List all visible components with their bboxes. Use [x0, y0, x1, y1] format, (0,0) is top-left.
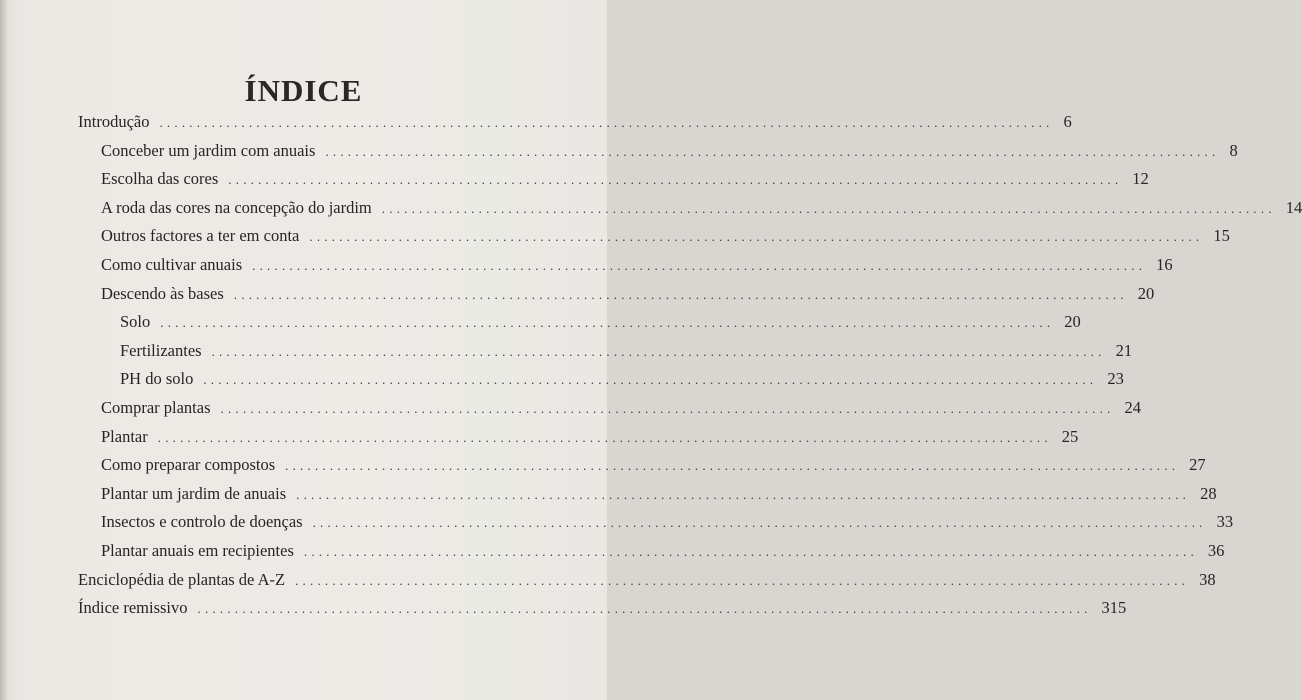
toc-entry-page-number: 315: [1101, 598, 1127, 618]
dot-leader: ........................................................................................................................: [220, 400, 1115, 416]
toc-entry: [78, 312, 1081, 341]
dot-leader: ........................................................................................................................: [228, 172, 1123, 188]
toc-entry-title: Enciclopédia de plantas de A-Z: [78, 569, 286, 589]
toc-entry: [78, 283, 1155, 313]
dot-leader: ........................................................................................................................: [233, 286, 1128, 302]
toc-entry-page-number: 6: [1063, 112, 1072, 131]
toc-entry-page-number: 16: [1156, 254, 1173, 274]
page-title: ÍNDICE: [244, 72, 363, 108]
toc-entry: [78, 340, 1133, 370]
dot-leader: ........................................................................................................................: [197, 601, 1092, 617]
dot-leader: ........................................................................................................................: [296, 486, 1191, 502]
toc-entry: [78, 483, 1217, 513]
toc-entry-title: Escolha das cores: [101, 169, 219, 189]
toc-entry-page-number: 8: [1229, 140, 1238, 160]
dot-leader: ........................................................................................................................: [211, 343, 1106, 359]
toc-entry: [78, 226, 1230, 255]
toc-entry-page-number: 24: [1124, 397, 1142, 417]
toc-entry: [78, 112, 1072, 141]
toc-entry-title: Comprar plantas: [101, 397, 211, 417]
toc-entry-title: Como cultivar anuais: [101, 254, 243, 274]
dot-leader: ........................................................................................................................: [309, 229, 1204, 245]
toc-entry: [78, 197, 1302, 227]
toc-entry-title: A roda das cores na concepção do jardim: [101, 197, 372, 217]
toc-entry-page-number: 23: [1107, 369, 1124, 389]
dot-leader: ........................................................................................................................: [203, 372, 1098, 388]
toc-entry-page-number: 27: [1189, 455, 1206, 475]
toc-entry-title: Insectos e controlo de doenças: [101, 512, 303, 532]
toc-entry-page-number: 20: [1064, 312, 1081, 332]
toc-entry: [78, 397, 1142, 427]
toc-entry-title: Solo: [120, 312, 151, 332]
dot-leader: ........................................................................................................................: [160, 315, 1055, 331]
toc-entry-page-number: 25: [1061, 426, 1079, 446]
toc-entry-page-number: 38: [1199, 569, 1216, 589]
dot-leader: ........................................................................................................................: [295, 572, 1190, 588]
dot-leader: ........................................................................................................................: [325, 143, 1220, 159]
toc-entry: [78, 426, 1079, 456]
toc-entry: [78, 598, 1127, 627]
toc-entry-page-number: 14: [1285, 197, 1302, 217]
toc-entry-page-number: 20: [1137, 283, 1155, 303]
toc-entry: [78, 540, 1225, 570]
toc-entry-title: Índice remissivo: [78, 598, 188, 618]
toc-entry-title: Outros factores a ter em conta: [101, 226, 300, 246]
toc-entry-title: Como preparar compostos: [101, 455, 276, 475]
toc-entry: [78, 569, 1216, 599]
dot-leader: ........................................................................................................................: [381, 200, 1276, 216]
toc-entry: [78, 455, 1206, 484]
dot-leader: ........................................................................................................................: [157, 429, 1052, 445]
toc-entry: [78, 512, 1234, 541]
table-of-contents: [78, 112, 1302, 627]
toc-entry-page-number: 28: [1200, 483, 1217, 503]
toc-entry-page-number: 33: [1216, 512, 1234, 532]
toc-entry-title: Introdução: [78, 112, 150, 131]
toc-entry: [78, 140, 1238, 170]
toc-entry-page-number: 21: [1115, 340, 1133, 360]
toc-entry-title: PH do solo: [120, 369, 194, 389]
toc-entry-title: Plantar anuais em recipientes: [101, 540, 294, 560]
toc-entry-title: Conceber um jardim com anuais: [101, 140, 316, 160]
dot-leader: ........................................................................................................................: [312, 515, 1207, 531]
toc-entry: [78, 369, 1124, 398]
toc-entry: [78, 169, 1149, 198]
dot-leader: ........................................................................................................................: [303, 543, 1198, 559]
dot-leader: ........................................................................................................................: [285, 458, 1180, 474]
toc-entry-title: Fertilizantes: [120, 340, 202, 360]
dot-leader: ........................................................................................................................: [159, 115, 1054, 130]
toc-entry-title: Plantar um jardim de anuais: [101, 483, 287, 503]
toc-entry-page-number: 12: [1132, 169, 1149, 189]
toc-entry: [78, 254, 1173, 284]
toc-entry-page-number: 15: [1213, 226, 1230, 246]
dot-leader: ........................................................................................................................: [252, 257, 1147, 273]
toc-entry-page-number: 36: [1207, 540, 1225, 560]
toc-entry-title: Descendo às bases: [101, 283, 224, 303]
toc-entry-title: Plantar: [101, 426, 148, 446]
